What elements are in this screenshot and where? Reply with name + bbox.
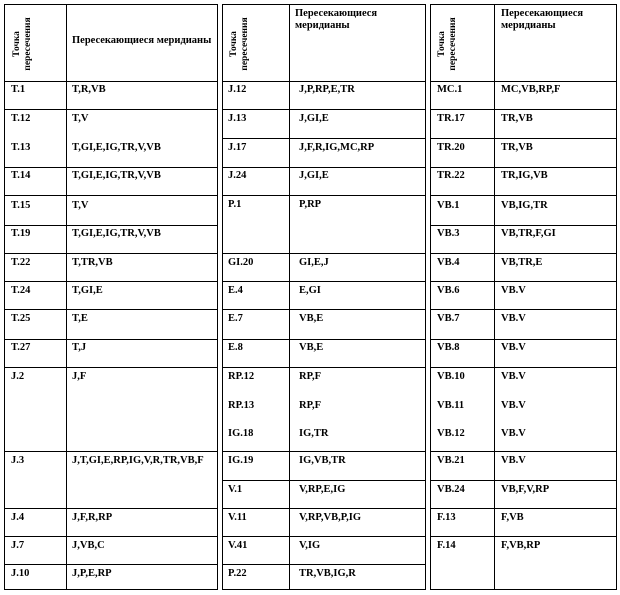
point-cell: MC.1 (437, 84, 463, 95)
meridians-cell: V,RP,VB,P,IG (299, 512, 362, 523)
point-cell: T.14 (11, 170, 31, 181)
point-cell: VB.8 (437, 342, 460, 353)
meridians-cell: J,F (72, 371, 87, 382)
meridians-cell: T,GI,E,IG,TR,V,VB (72, 142, 161, 153)
point-cell: J.2 (11, 371, 25, 382)
meridians-cell: J,GI,E (299, 170, 329, 181)
meridians-cell: VB.V (501, 400, 526, 411)
meridians-cell: VB.V (501, 285, 526, 296)
meridians-cell: TR,VB (501, 142, 533, 153)
point-cell: IG.19 (228, 455, 254, 466)
header-divider (5, 81, 217, 82)
meridians-cell: GI,E,J (299, 257, 329, 268)
meridians-cell: VB,E (299, 313, 324, 324)
meridians-cell: VB.V (501, 455, 526, 466)
point-cell: J.4 (11, 512, 25, 523)
point-cell: TR.17 (437, 113, 465, 124)
point-cell: VB.6 (437, 285, 460, 296)
meridians-cell: MC,VB,RP,F (501, 84, 561, 95)
meridians-cell: VB.V (501, 313, 526, 324)
point-cell: VB.11 (437, 400, 465, 411)
column-divider (289, 5, 290, 589)
meridians-cell: T,V (72, 200, 89, 211)
point-cell: T.22 (11, 257, 31, 268)
point-cell: V.11 (228, 512, 247, 523)
table-2 (222, 4, 426, 590)
point-cell: T.13 (11, 142, 31, 153)
meridians-cell: RP,F (299, 400, 322, 411)
meridians-cell: VB.V (501, 342, 526, 353)
meridians-cell: T,V (72, 113, 89, 124)
meridians-cell: T,TR,VB (72, 257, 113, 268)
point-cell: J.12 (228, 84, 247, 95)
meridians-cell: TR,VB (501, 113, 533, 124)
point-cell: T.19 (11, 228, 31, 239)
meridians-cell: RP,F (299, 371, 322, 382)
point-cell: GI.20 (228, 257, 254, 268)
point-cell: J.10 (11, 568, 30, 579)
meridians-cell: VB.V (501, 428, 526, 439)
point-cell: J.7 (11, 540, 25, 551)
meridians-cell: VB.V (501, 371, 526, 382)
point-cell: RP.12 (228, 371, 255, 382)
meridians-cell: TR,IG,VB (501, 170, 548, 181)
point-cell: TR.20 (437, 142, 465, 153)
point-cell: VB.24 (437, 484, 465, 495)
point-cell: V.1 (228, 484, 243, 495)
meridians-cell: IG,TR (299, 428, 329, 439)
point-cell: TR.22 (437, 170, 465, 181)
meridians-column-header: Пересекающиеся меридианы (72, 35, 212, 46)
point-cell: T.27 (11, 342, 31, 353)
point-cell: F.13 (437, 512, 456, 523)
point-column-header: Точка пересечения (229, 17, 250, 71)
meridians-cell: J,F,R,RP (72, 512, 113, 523)
meridians-cell: J,P,E,RP (72, 568, 112, 579)
point-cell: J.13 (228, 113, 247, 124)
meridians-cell: T,E (72, 313, 88, 324)
point-cell: F.14 (437, 540, 456, 551)
meridians-cell: E,GI (299, 285, 321, 296)
point-cell: T.15 (11, 200, 31, 211)
point-cell: VB.12 (437, 428, 465, 439)
point-cell: IG.18 (228, 428, 254, 439)
meridians-cell: VB,TR,E (501, 257, 543, 268)
meridians-cell: T,J (72, 342, 87, 353)
meridians-cell: V,IG (299, 540, 321, 551)
column-divider (494, 5, 495, 589)
point-cell: J.24 (228, 170, 247, 181)
meridians-cell: VB,IG,TR (501, 200, 548, 211)
point-cell: E.4 (228, 285, 243, 296)
point-cell: VB.10 (437, 371, 465, 382)
meridians-cell: VB,E (299, 342, 324, 353)
point-cell: T.25 (11, 313, 31, 324)
meridians-cell: J,T,GI,E,RP,IG,V,R,TR,VB,F (72, 455, 204, 466)
header-divider (223, 81, 425, 82)
table-3 (430, 4, 617, 590)
point-column-header: Точка пересечения (12, 17, 33, 71)
meridians-column-header: Пересекающиеся меридианы (501, 8, 584, 31)
point-cell: J.17 (228, 142, 247, 153)
point-cell: VB.4 (437, 257, 460, 268)
meridians-cell: IG,VB,TR (299, 455, 346, 466)
meridians-cell: J,F,R,IG,MC,RP (299, 142, 375, 153)
meridians-cell: V,RP,E,IG (299, 484, 346, 495)
point-cell: P.1 (228, 199, 242, 210)
meridians-cell: F,VB,RP (501, 540, 541, 551)
point-cell: VB.7 (437, 313, 460, 324)
point-cell: VB.3 (437, 228, 460, 239)
header-divider (431, 81, 616, 82)
point-cell: T.1 (11, 84, 26, 95)
point-cell: E.7 (228, 313, 243, 324)
point-cell: J.3 (11, 455, 25, 466)
meridians-cell: TR,VB,IG,R (299, 568, 356, 579)
point-cell: T.24 (11, 285, 31, 296)
table-1 (4, 4, 218, 590)
meridians-cell: VB,TR,F,GI (501, 228, 556, 239)
point-cell: VB.21 (437, 455, 465, 466)
meridians-cell: P,RP (299, 199, 322, 210)
meridians-column-header: Пересекающиеся меридианы (295, 8, 378, 31)
point-cell: VB.1 (437, 200, 460, 211)
meridians-cell: VB,F,V,RP (501, 484, 550, 495)
column-divider (66, 5, 67, 589)
meridians-cell: F,VB (501, 512, 524, 523)
point-column-header: Точка пересечения (437, 17, 458, 71)
meridians-cell: T,R,VB (72, 84, 106, 95)
meridians-cell: T,GI,E,IG,TR,V,VB (72, 228, 161, 239)
point-cell: V.41 (228, 540, 248, 551)
meridians-cell: J,GI,E (299, 113, 329, 124)
meridians-cell: J,VB,C (72, 540, 105, 551)
meridians-cell: J,P,RP,E,TR (299, 84, 355, 95)
point-cell: RP.13 (228, 400, 255, 411)
point-cell: E.8 (228, 342, 243, 353)
meridians-cell: T,GI,E (72, 285, 103, 296)
point-cell: P.22 (228, 568, 247, 579)
meridians-cell: T,GI,E,IG,TR,V,VB (72, 170, 161, 181)
point-cell: T.12 (11, 113, 31, 124)
